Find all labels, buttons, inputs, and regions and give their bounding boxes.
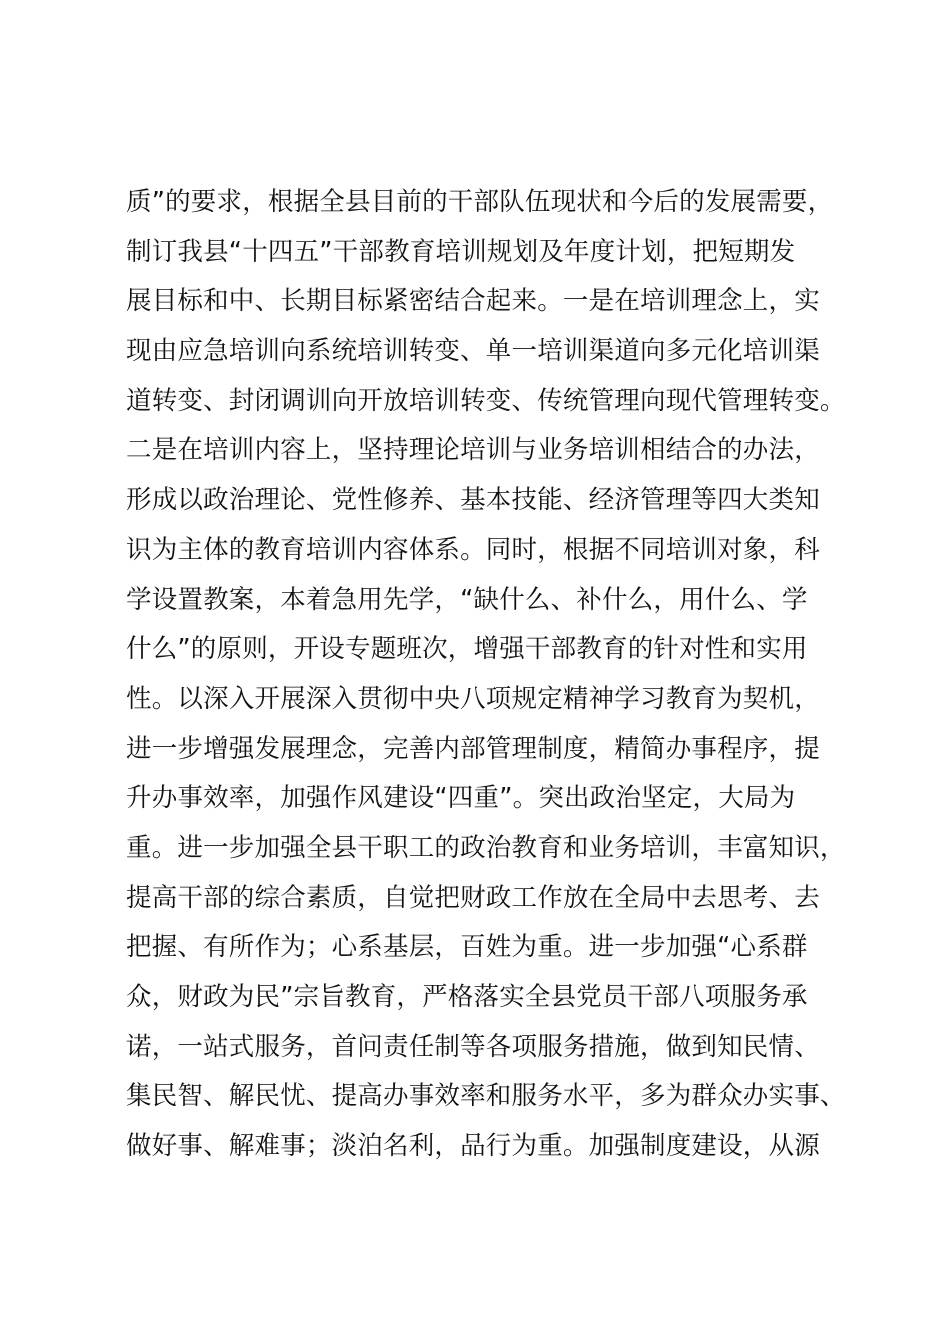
text-line: 把握、有所作为；心系基层，百姓为重。进一步加强“心系群 [126, 932, 808, 963]
text-line: 形成以政治理论、党性修养、基本技能、经济管理等四大类知 [126, 485, 820, 516]
text-line: 道转变、封闭调训向开放培训转变、传统管理向现代管理转变。 [126, 385, 846, 416]
text-line: 提高干部的综合素质，自觉把财政工作放在全局中去思考、去 [126, 882, 820, 913]
text-line: 进一步增强发展理念，完善内部管理制度，精简办事程序，提 [126, 733, 820, 764]
text-line: 学设置教案，本着急用先学，“缺什么、补什么，用什么、学 [126, 584, 808, 615]
text-line: 性。以深入开展深入贯彻中央八项规定精神学习教育为契机， [126, 683, 820, 714]
text-line: 做好事、解难事；淡泊名利，品行为重。加强制度建设，从源 [126, 1131, 820, 1162]
text-line: 制订我县“十四五”干部教育培训规划及年度计划，把短期发 [126, 236, 796, 267]
text-line: 现由应急培训向系统培训转变、单一培训渠道向多元化培训渠 [126, 336, 820, 367]
body-paragraph [126, 178, 866, 1172]
text-line: 展目标和中、长期目标紧密结合起来。一是在培训理念上，实 [126, 286, 820, 317]
text-line: 质”的要求，根据全县目前的干部队伍现状和今后的发展需要， [126, 187, 834, 217]
text-line: 升办事效率，加强作风建设“四重”。突出政治坚定，大局为 [126, 783, 796, 814]
text-line: 众，财政为民”宗旨教育，严格落实全县党员干部八项服务承 [126, 982, 808, 1012]
text-line: 二是在培训内容上，坚持理论培训与业务培训相结合的办法， [126, 435, 820, 466]
text-line: 重。进一步加强全县干职工的政治教育和业务培训，丰富知识， [126, 832, 846, 863]
text-line: 集民智、解民忧、提高办事效率和服务水平，多为群众办实事、 [126, 1081, 846, 1112]
text-line: 识为主体的教育培训内容体系。同时，根据不同培训对象，科 [126, 534, 820, 565]
text-line: 诺，一站式服务，首问责任制等各项服务措施，做到知民情、 [126, 1031, 820, 1062]
text-line: 什么”的原则，开设专题班次，增强干部教育的针对性和实用 [126, 634, 808, 665]
